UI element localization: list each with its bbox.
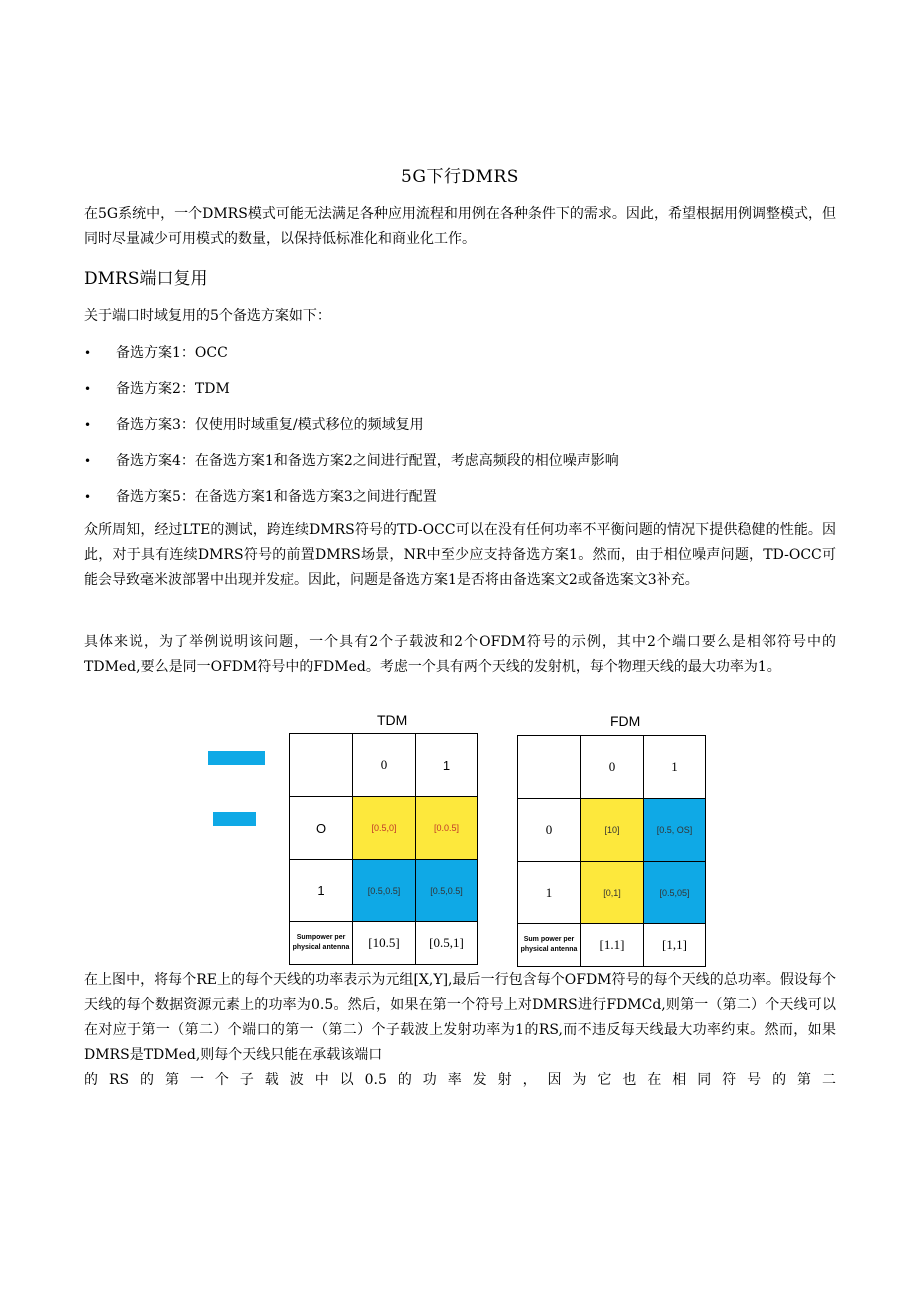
page-title: 5G下行DMRS <box>401 167 519 187</box>
row-header: 0 <box>518 799 581 862</box>
bullet-icon: • <box>84 382 92 396</box>
sum-label: Sum power per physical antenna <box>518 924 581 967</box>
paragraph-last-line: 的RS的第一个子载波中以0.5的功率发射，因为它也在相同符号的第二 <box>84 1072 836 1088</box>
paragraph-figure-explanation: 在上图中，将每个RE上的每个天线的功率表示为元组[X,Y],最后一行包含每个OFDM符号的每个天线的总功率。假设每个天线的每个数据资源元素上的功率为0.5。然后，如果在第一个符号上对DMRS进行FDMCd,则第一（第二）个天线可以在对应于第一（第二）个端口的第一（第二）个子载波上发射功率为1的RS,而不违反每天线最大功率约束。然而，如果DMRS是TDMed,则每个天线只能在承载该端口 的RS的第一个子载波中以0.5的功率发射，因为它也在相同符号的第二 <box>84 968 836 1093</box>
tdm-label: TDM <box>377 712 408 728</box>
bullet-icon: • <box>84 454 92 468</box>
power-cell: [10] <box>581 799 644 862</box>
power-cell: [0.5,0] <box>353 797 416 860</box>
tdm-table <box>289 733 478 965</box>
power-cell: [0.5,05] <box>644 862 706 924</box>
row-header: O <box>290 797 353 860</box>
paragraph-example: 具体来说，为了举例说明该问题，一个具有2个子载波和2个OFDM符号的示例，其中2个端口要么是相邻符号中的TDMed,要么是同一OFDM符号中的FDMed。考虑一个具有两个天线的发射机，每个物理天线的最大功率为1。 <box>84 634 836 675</box>
options-list <box>84 340 834 520</box>
list-item: • 备选方案2：TDM <box>84 376 834 412</box>
bullet-icon: • <box>84 490 92 504</box>
row-header: 1 <box>518 862 581 924</box>
sum-value: [0.5,1] <box>416 922 478 965</box>
paragraph-lte: 众所周知，经过LTE的测试，跨连续DMRS符号的TD-OCC可以在没有任何功率不平衡问题的情况下提供稳健的性能。因此，对于具有连续DMRS符号的前置DMRS场景，NR中至少应支持备选方案1。然而，由于相位噪声问题，TD-OCC可能会导致毫米波部署中出现并发症。因此，问题是备选方案1是否将由备选案文2或备选案文3补充。 <box>84 522 836 588</box>
section-heading: DMRS端口复用 <box>84 269 208 289</box>
corner-cell <box>290 734 353 797</box>
sum-value: [1.1] <box>581 924 644 967</box>
list-item: • 备选方案4：在备选方案1和备选方案2之间进行配置，考虑高频段的相位噪声影响 <box>84 448 834 484</box>
corner-cell <box>518 736 581 799</box>
sum-label: Sumpower per physical antenna <box>290 922 353 965</box>
intro-paragraph: 在5G系统中，一个DMRS模式可能无法满足各种应用流程和用例在各种条件下的需求。因此，希望根据用例调整模式，但同时尽量减少可用模式的数量，以保持低标准化和商业化工作。 <box>84 206 836 247</box>
list-item: • 备选方案1：OCC <box>84 340 834 376</box>
list-item: • 备选方案3：仅使用时域重复/模式移位的频域复用 <box>84 412 834 448</box>
row-header: 1 <box>290 860 353 922</box>
sum-value: [1,1] <box>644 924 706 967</box>
power-cell: [0.5,0.5] <box>416 860 478 922</box>
list-intro: 关于端口时域复用的5个备选方案如下： <box>84 308 331 324</box>
power-cell: [0,1] <box>581 862 644 924</box>
bullet-icon: • <box>84 418 92 432</box>
col-header: 1 <box>644 736 706 799</box>
col-header: 1 <box>416 734 478 797</box>
col-header: 0 <box>581 736 644 799</box>
fdm-table <box>517 735 706 967</box>
col-header: 0 <box>353 734 416 797</box>
power-cell: [0.5,0.5] <box>353 860 416 922</box>
power-cell: [0.0.5] <box>416 797 478 860</box>
sum-value: [10.5] <box>353 922 416 965</box>
power-cell: [0.5, OS] <box>644 799 706 862</box>
bullet-icon: • <box>84 346 92 360</box>
list-item: • 备选方案5：在备选方案1和备选方案3之间进行配置 <box>84 484 834 520</box>
legend-blue-swatch <box>208 751 265 765</box>
fdm-label: FDM <box>610 713 641 729</box>
legend-blue-swatch-2 <box>213 812 256 826</box>
